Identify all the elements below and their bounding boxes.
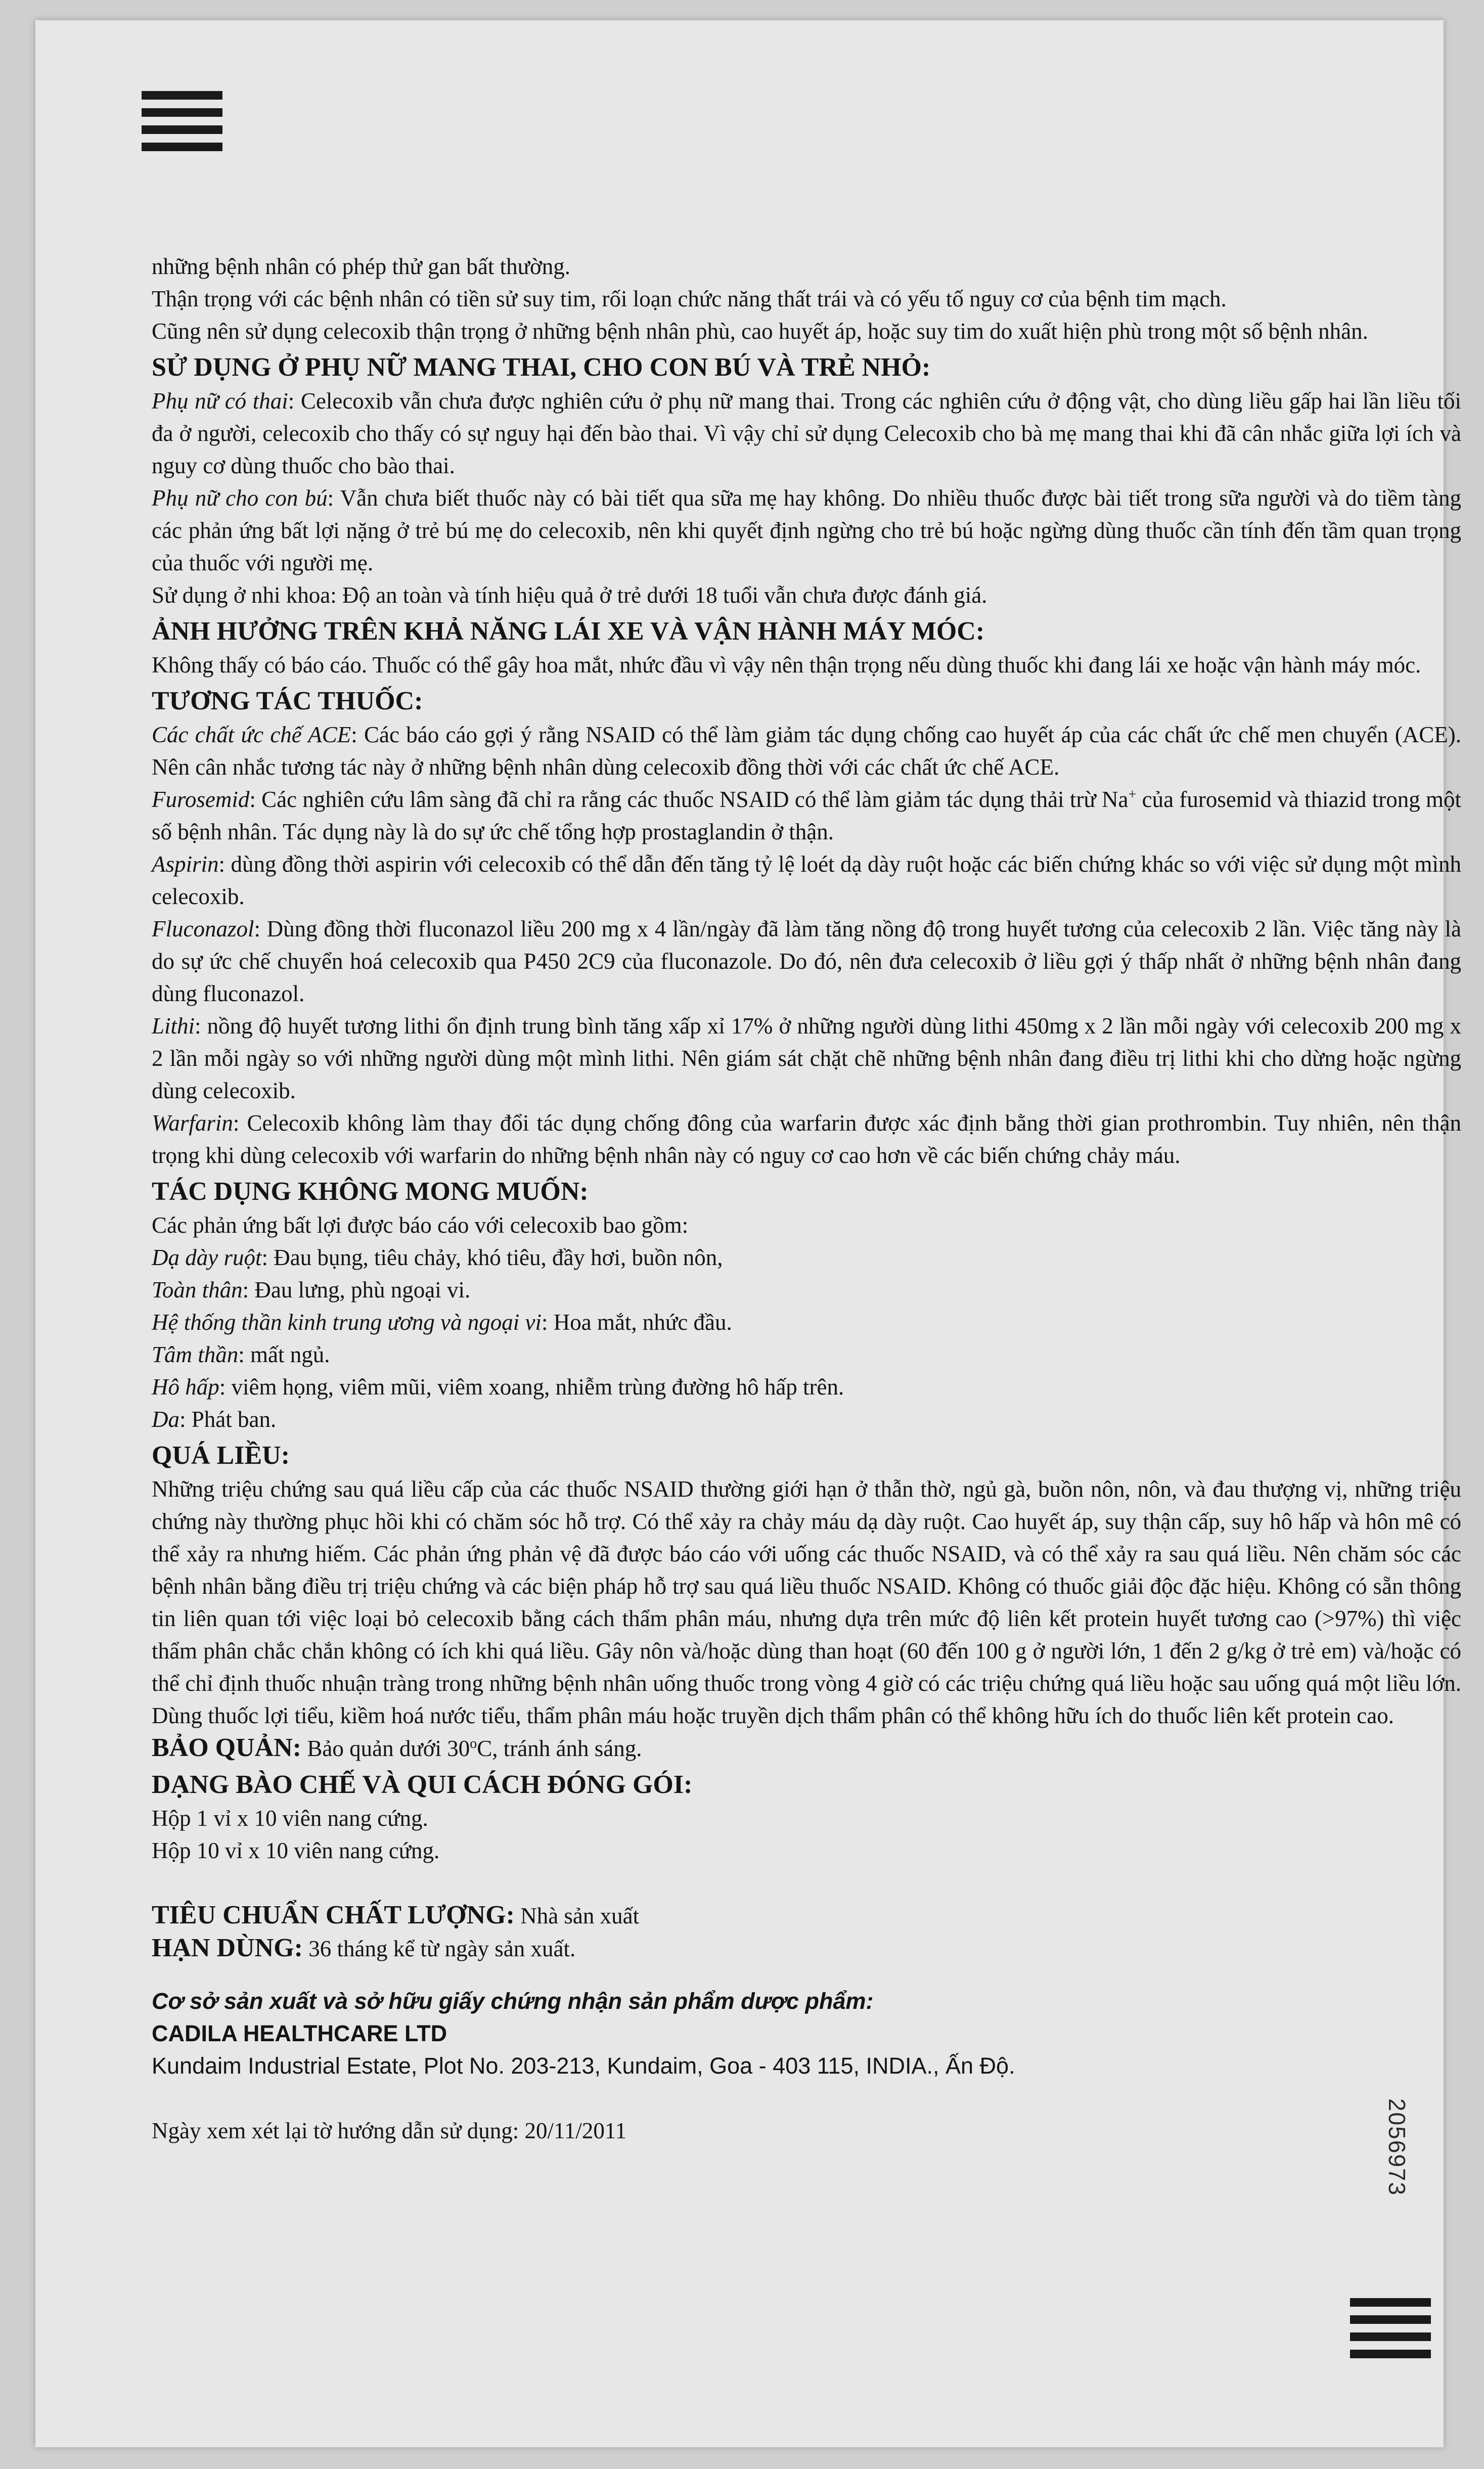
list-item	[152, 1371, 1461, 1403]
document-sheet	[35, 20, 1462, 2447]
paragraph-text: : Các nghiên cứu lâm sàng đã chỉ ra rằng các thuốc NSAID có thể làm giảm tác dụng thải trừ Na	[249, 787, 1129, 812]
registration-bars-icon	[142, 91, 222, 160]
paragraph-lead: Warfarin	[152, 1110, 233, 1136]
expiry-text: 36 tháng kể từ ngày sản xuất.	[302, 1936, 576, 1961]
paragraph	[152, 848, 1461, 913]
paragraph-lead: Các chất ức chế ACE	[152, 722, 351, 747]
paragraph-text: : Vẫn chưa biết thuốc này có bài tiết qua sữa mẹ hay không. Do nhiều thuốc được bài tiết trong sữa người và do tiềm tàng các phản ứng bất lợi nặng ở trẻ bú mẹ do celecoxib, nên khi quyết định ngừng cho trẻ bú hoặc ngừng dùng thuốc cần tính đến tầm quan trọng của thuốc với người mẹ.	[152, 485, 1461, 575]
storage-text: C, tránh ánh sáng.	[477, 1736, 642, 1761]
storage-text: Bảo quản dưới 30	[301, 1736, 470, 1761]
storage-line	[152, 1732, 1461, 1765]
list-item	[152, 1403, 1461, 1435]
manufacturer-name: CADILA HEALTHCARE LTD	[152, 2021, 447, 2046]
quality-line	[152, 1899, 1461, 1932]
list-item	[152, 1338, 1461, 1371]
item-text: : Hoa mắt, nhức đầu.	[541, 1310, 732, 1335]
item-lead: Hệ thống thần kinh trung ương và ngoại vi	[152, 1310, 542, 1335]
list-item	[152, 1274, 1461, 1306]
registration-bars-icon	[1350, 2298, 1431, 2367]
intro-line: những bệnh nhân có phép thử gan bất thường.	[152, 254, 571, 279]
section-heading-overdose: QUÁ LIỀU:	[152, 1441, 290, 1470]
section-heading-side-effects: TÁC DỤNG KHÔNG MONG MUỐN:	[152, 1177, 589, 1206]
item-lead: Toàn thân	[152, 1277, 243, 1303]
paragraph-lead: Furosemid	[152, 787, 250, 812]
document-body	[152, 250, 1461, 2147]
item-text: : mất ngủ.	[238, 1342, 330, 1367]
review-date: Ngày xem xét lại tờ hướng dẫn sử dụng: 20/11/2011	[152, 2118, 627, 2143]
section-heading-driving: ẢNH HƯỞNG TRÊN KHẢ NĂNG LÁI XE VÀ VẬN HÀNH MÁY MÓC:	[152, 617, 985, 646]
paragraph	[152, 719, 1461, 783]
paragraph: Những triệu chứng sau quá liều cấp của các thuốc NSAID thường giới hạn ở thẫn thờ, ngủ gà, buồn nôn, nôn, và đau thượng vị, những triệu chứng này thường phục hồi khi có chăm sóc hỗ trợ. Có thể xảy ra chảy máu dạ dày ruột. Cao huyết áp, suy thận cấp, suy hô hấp và hôn mê có thể xảy ra nhưng hiếm. Các phản ứng phản vệ đã được báo cáo với uống các thuốc NSAID, và có thể xảy ra sau quá liều. Nên chăm sóc các bệnh nhân bằng điều trị triệu chứng và các biện pháp hỗ trợ sau quá liều thuốc NSAID. Không có thuốc giải độc đặc hiệu. Không có sẵn thông tin liên quan tới việc loại bỏ celecoxib bằng cách thẩm phân máu, nhưng dựa trên mức độ liên kết protein huyết tương cao (>97%) thì việc thẩm phân chắc chắn không có ích khi quá liều. Gây nôn và/hoặc dùng than hoạt (60 đến 100 g ở người lớn, 1 đến 2 g/kg ở trẻ em) và/hoặc có thể chỉ định thuốc nhuận tràng trong những bệnh nhân uống thuốc trong vòng 4 giờ có các triệu chứng quá liều hoặc sau uống quá một liều lớn. Dùng thuốc lợi tiểu, kiềm hoá nước tiểu, thẩm phân máu hoặc truyền dịch thẩm phân có thể không hữu ích do thuốc liên kết protein cao.	[152, 1476, 1461, 1728]
item-text: : Đau bụng, tiêu chảy, khó tiêu, đầy hơi, buồn nôn,	[261, 1245, 723, 1270]
side-code: 2056973	[1384, 2098, 1410, 2196]
item-lead: Da	[152, 1407, 179, 1432]
item-text: : Phát ban.	[179, 1407, 277, 1432]
item-lead: Tâm thần	[152, 1342, 239, 1367]
item-text: : viêm họng, viêm mũi, viêm xoang, nhiễm trùng đường hô hấp trên.	[219, 1374, 844, 1400]
quality-text: Nhà sản xuất	[514, 1903, 640, 1928]
item-text: : Đau lưng, phù ngoại vi.	[242, 1277, 471, 1303]
intro-line: Cũng nên sử dụng celecoxib thận trọng ở những bệnh nhân phù, cao huyết áp, hoặc suy tim do xuất hiện phù trong một số bệnh nhân.	[152, 319, 1368, 344]
list-item	[152, 1241, 1461, 1274]
paragraph: Sử dụng ở nhi khoa: Độ an toàn và tính hiệu quả ở trẻ dưới 18 tuổi vẫn chưa được đánh giá.	[152, 582, 987, 608]
section-heading-pregnancy: SỬ DỤNG Ở PHỤ NỮ MANG THAI, CHO CON BÚ VÀ TRẺ NHỎ:	[152, 353, 931, 382]
manufacturer-caption: Cơ sở sản xuất và sở hữu giấy chứng nhận sản phẩm dược phẩm:	[152, 1988, 874, 2014]
paragraph-text: : Dùng đồng thời fluconazol liều 200 mg x 4 lần/ngày đã làm tăng nồng độ trong huyết tương của celecoxib 2 lần. Việc tăng này là do sự ức chế chuyển hoá celecoxib qua P450 2C9 của fluconazole. Do đó, nên đưa celecoxib ở liều gợi ý thấp nhất ở những bệnh nhân đang dùng fluconazol.	[152, 916, 1461, 1006]
manufacturer-address: Kundaim Industrial Estate, Plot No. 203-213, Kundaim, Goa - 403 115, INDIA., Ấn Độ.	[152, 2053, 1015, 2079]
paragraph: Không thấy có báo cáo. Thuốc có thể gây hoa mắt, nhức đầu vì vậy nên thận trọng nếu dùng thuốc khi đang lái xe hoặc vận hành máy móc.	[152, 652, 1421, 678]
item-lead: Hô hấp	[152, 1374, 219, 1400]
paragraph-lead: Aspirin	[152, 851, 219, 877]
paragraph-text: : Các báo cáo gợi ý rằng NSAID có thể làm giảm tác dụng chống cao huyết áp của các chất ức chế men chuyển (ACE). Nên cân nhắc tương tác này ở những bệnh nhân dùng celecoxib đồng thời với các chất ức chế ACE.	[152, 722, 1461, 780]
paragraph	[152, 1010, 1461, 1107]
paragraph-text: : dùng đồng thời aspirin với celecoxib có thể dẫn đến tăng tỷ lệ loét dạ dày ruột hoặc các biến chứng khác so với việc sử dụng một mình celecoxib.	[152, 851, 1461, 909]
paragraph-text: của furosemid và thiazid trong một số bệnh nhân. Tác dụng này là do sự ức chế tổng hợp prostaglandin ở thận.	[152, 787, 1462, 844]
superscript: +	[1128, 787, 1137, 802]
paragraph-lead: Lithi	[152, 1013, 195, 1039]
item-lead: Dạ dày ruột	[152, 1245, 262, 1270]
section-heading-packaging: DẠNG BÀO CHẾ VÀ QUI CÁCH ĐÓNG GÓI:	[152, 1770, 693, 1799]
paragraph	[152, 385, 1461, 482]
storage-label: BẢO QUẢN:	[152, 1733, 302, 1762]
expiry-label: HẠN DÙNG:	[152, 1934, 303, 1962]
quality-label: TIÊU CHUẨN CHẤT LƯỢNG:	[152, 1901, 515, 1929]
paragraph	[152, 482, 1461, 579]
list-item: Hộp 1 vỉ x 10 viên nang cứng.	[152, 1806, 428, 1831]
list-item	[152, 1306, 1461, 1338]
paragraph	[152, 1107, 1461, 1172]
expiry-line	[152, 1932, 1461, 1965]
section-heading-interactions: TƯƠNG TÁC THUỐC:	[152, 687, 423, 715]
paragraph: Các phản ứng bất lợi được báo cáo với celecoxib bao gồm:	[152, 1213, 689, 1238]
superscript: o	[470, 1736, 477, 1752]
paragraph-lead: Phụ nữ có thai	[152, 388, 288, 414]
list-item: Hộp 10 vỉ x 10 viên nang cứng.	[152, 1838, 440, 1863]
paragraph	[152, 913, 1461, 1010]
paragraph-lead: Phụ nữ cho con bú	[152, 485, 328, 511]
intro-line: Thận trọng với các bệnh nhân có tiền sử suy tim, rối loạn chức năng thất trái và có yếu tố nguy cơ của bệnh tim mạch.	[152, 286, 1227, 311]
paragraph-text: : Celecoxib không làm thay đổi tác dụng chống đông của warfarin được xác định bằng thời gian prothrombin. Tuy nhiên, nên thận trọng khi dùng celecoxib với warfarin do những bệnh nhân này có nguy cơ cao hơn về các biến chứng chảy máu.	[152, 1110, 1461, 1168]
paragraph	[152, 783, 1461, 848]
paragraph-text: : nồng độ huyết tương lithi ổn định trung bình tăng xấp xỉ 17% ở những người dùng lithi 450mg x 2 lần mỗi ngày với celecoxib 200 mg x 2 lần mỗi ngày so với những người dùng một mình lithi. Nên giám sát chặt chẽ những bệnh nhân đang điều trị lithi khi cho dừng hoặc ngừng dùng celecoxib.	[152, 1013, 1461, 1103]
paragraph-lead: Fluconazol	[152, 916, 254, 941]
paragraph-text: : Celecoxib vẫn chưa được nghiên cứu ở phụ nữ mang thai. Trong các nghiên cứu ở động vật, cho dùng liều gấp hai lần liều tối đa ở người, celecoxib cho thấy có sự nguy hại đến bào thai. Vì vậy chỉ sử dụng Celecoxib cho bà mẹ mang thai khi đã cân nhắc giữa lợi ích và nguy cơ dùng thuốc cho bào thai.	[152, 388, 1461, 478]
